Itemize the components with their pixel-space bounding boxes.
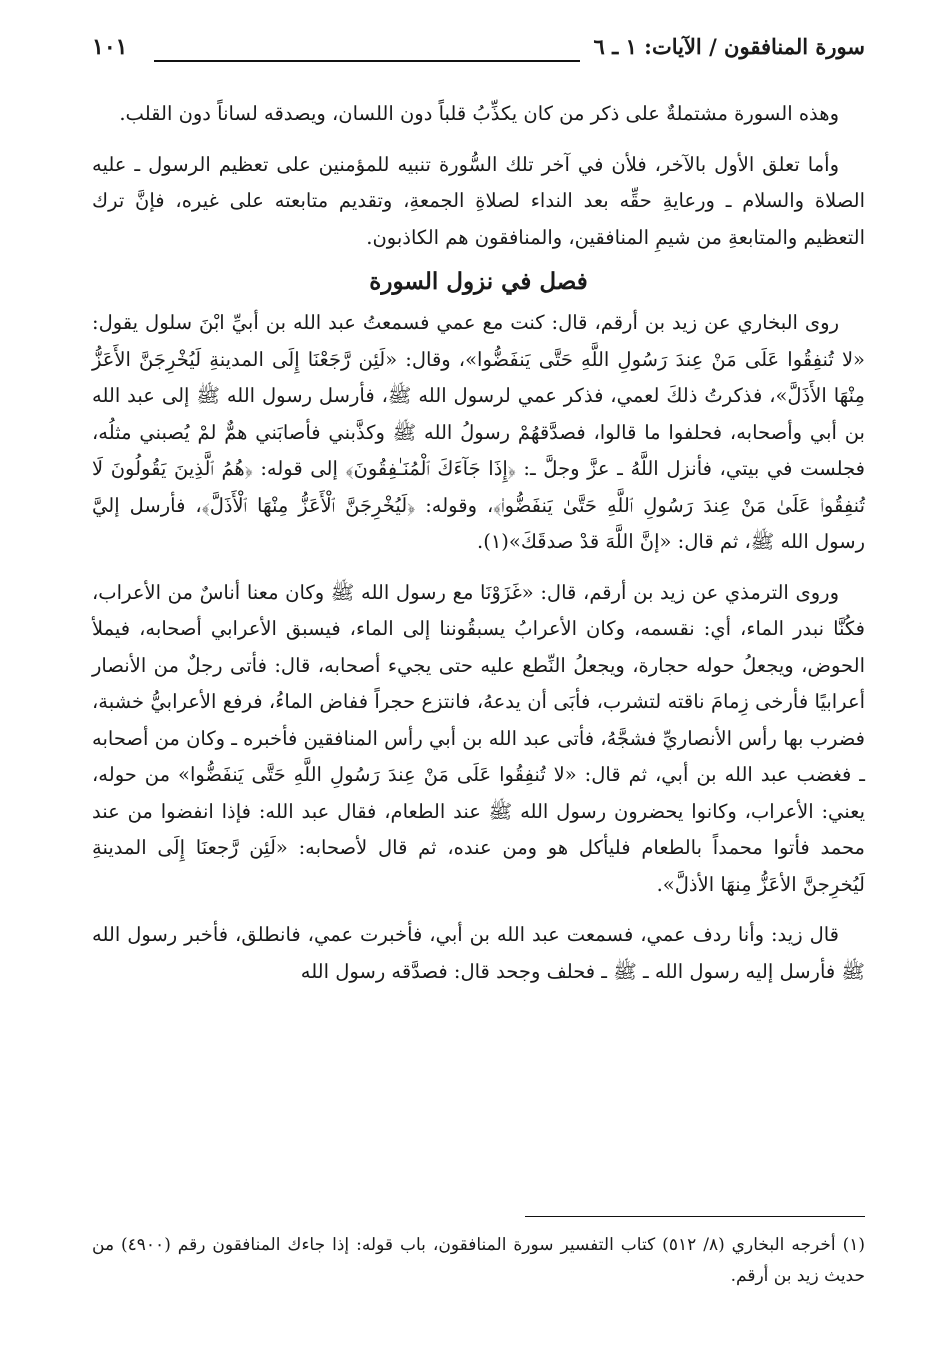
paragraph-zayd: قال زيد: وأنا ردف عمي، فسمعت عبد الله بن أبي، فأخبرت عمي، فانطلق، فأخبر رسول الله ﷺ فأرسل إليه رسول الله ـ ﷺ ـ فحلف وجحد قال: فصدَّقه رسول الله [92, 923, 865, 983]
paragraph-gap [92, 903, 865, 917]
paragraph-tirmidhi: وروى الترمذي عن زيد بن أرقم، قال: «غَزَوْنَا مع رسول الله ﷺ وكان معنا أناسٌ من الأعراب، فكُنَّا نبدر الماء، أي: نقسمه، وكان الأعرابُ يسبقُوننا إلى الماء، فيسبق الأعرابي أصحابه، فيملأ الحوض، ويجعلُ حوله حجارة، ويجعلُ النِّطع عليه حتى يجيء أصحابه، قال: فأتى رجلٌ من الأنصار أعرابيًا فأرخى زِمامَ ناقته لتشرب، فأبَى أن يدعهُ، فانتزع حجراً ففاض الماءُ، فرفع الأعرابيُّ خشبة، فضرب بها رأس الأنصاريِّ فشجَّهُ، فأتى عبد الله بن أبي رأس المنافقين فأخبره ـ وكان من أصحابه ـ فغضب عبد الله بن أبي، ثم قال: «لا تُنفِقُوا عَلَى مَنْ عِندَ رَسُولِ اللَّهِ حَتَّى يَنفَضُّوا» من حوله، يعني: الأعراب، وكانوا يحضرون رسول الله ﷺ عند الطعام، فقال عبد الله: فإذا انفضوا من عند محمد فأتوا محمداً بالطعام فليأكل هو ومن عنده، ثم قال لأصحابه: «لَئِن رَّجعنَا إِلَى المدينةِ لَيُخرِجنَّ الأعَزُّ مِنهَا الأذلَّ». [92, 580, 865, 896]
paragraph-relation: وأما تعلق الأول بالآخر، فلأن في آخر تلك السُّورة تنبيه للمؤمنين على تعظيم الرسول ـ عليه الصلاة والسلام ـ ورعايةِ حقِّه بعد النداء لصلاةِ الجمعةِ، وتقديم متابعته على غيره، فإنَّ ترك التعظيم والمتابعةِ من شيمِ المنافقين، والمنافقون هم الكاذبون. [92, 152, 866, 249]
paragraph-gap [92, 561, 865, 575]
section-heading: فصل في نزول السورة [369, 268, 588, 295]
footnote-rule [525, 1216, 865, 1217]
page-number: ١٠١ [92, 34, 128, 60]
paragraph-gap [92, 133, 865, 147]
running-header [92, 30, 865, 72]
header-title: سورة المنافقون / الآيات: ١ ـ ٦ [593, 34, 865, 59]
page-body [92, 96, 865, 990]
paragraph-intro: وهذه السورة مشتملةٌ على ذكر من كان يكذِّبُ قلباً دون اللسان، ويصدقه لساناً دون القلب. [119, 102, 839, 125]
paragraph-bukhari: روى البخاري عن زيد بن أرقم، قال: كنت مع عمي فسمعتُ عبد الله بن أبيِّ ابْنَ سلول يقول: «لا تُنفِقُوا عَلَى مَنْ عِندَ رَسُولِ اللَّهِ حَتَّى يَنفَضُّوا»، وقال: «لَئِن رَّجَعْنَا إِلَى المدينةِ لَيُخْرِجَنَّ الأَعَزُّ مِنْهَا الأَذَلَّ»، فذكرتُ ذلكَ لعمي، فذكر عمي لرسول الله ﷺ، فأرسل رسول الله ﷺ إلى عبد الله بن أبي وأصحابه، فحلفوا ما قالوا، فصدَّقهُمْ رسولُ الله ﷺ وكذَّبني فأصابَني همٌّ لمْ يُصبني مثلُه، فجلست في بيتي، فأنزل اللَّهُ ـ عزَّ وجلَّ ـ: ﴿إِذَا جَآءَكَ ٱلْمُنَـٰفِقُونَ﴾ إلى قوله: ﴿هُمُ ٱلَّذِينَ يَقُولُونَ لَا تُنفِقُوا۟ عَلَىٰ مَنْ عِندَ رَسُولِ ٱللَّهِ حَتَّىٰ يَنفَضُّوا۟﴾، وقوله: ﴿لَيُخْرِجَنَّ ٱلْأَعَزُّ مِنْهَا ٱلْأَذَلَّ﴾، فأرسل إليَّ رسول الله ﷺ، ثم قال: «إنَّ اللَّهَ قدْ صدقَكَ»(١). [92, 311, 865, 553]
header-rule [154, 60, 580, 62]
footnote-1: (١) أخرجه البخاري (٨/ ٥١٢) كتاب التفسير سورة المنافقون، باب قوله: إذا جاءك المنافقون رقم (٤٩٠٠) من حديث زيد بن أرقم. [92, 1235, 865, 1286]
